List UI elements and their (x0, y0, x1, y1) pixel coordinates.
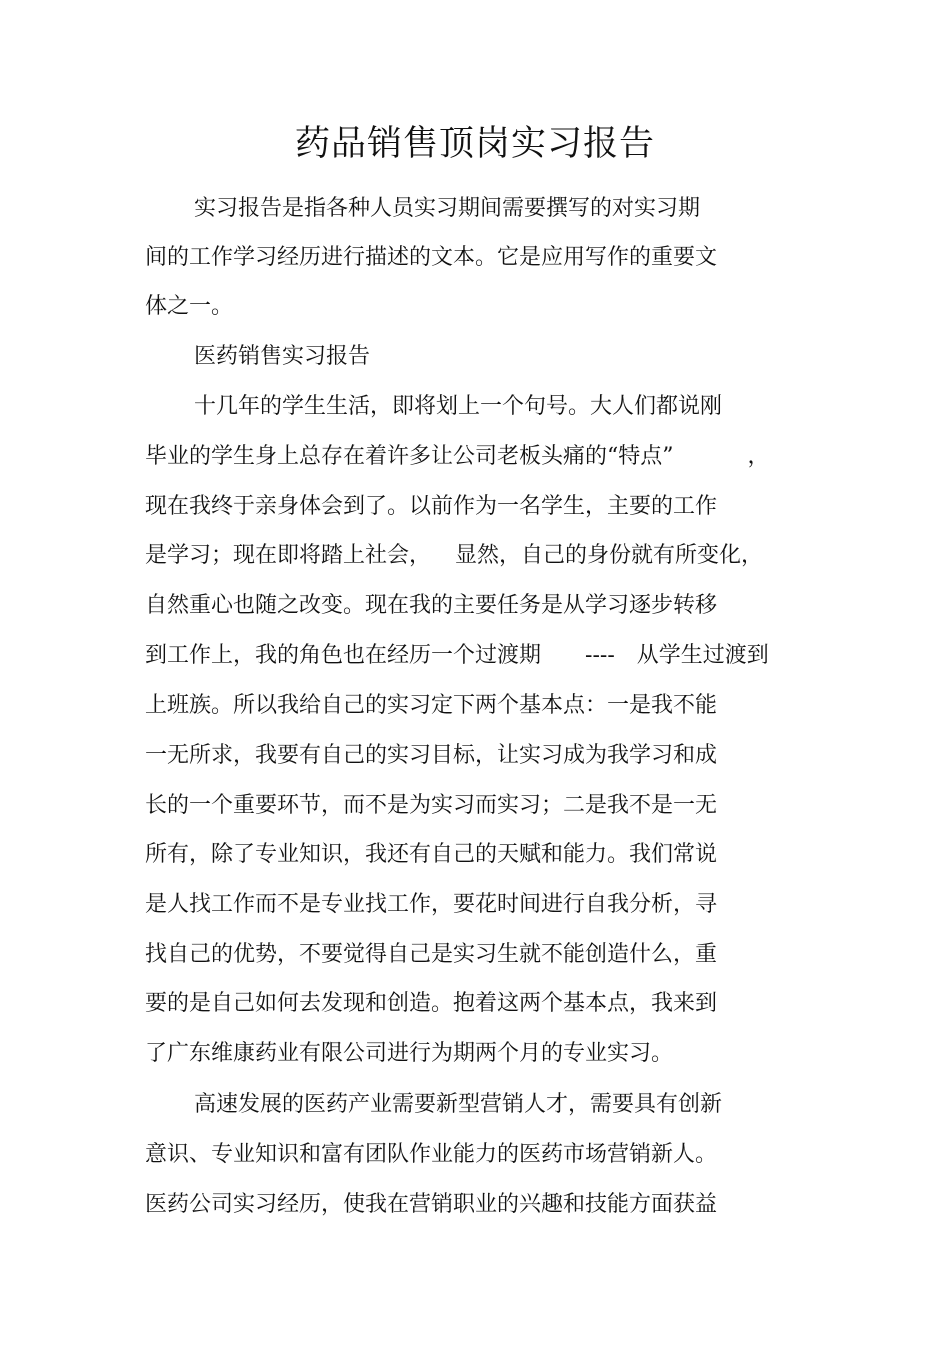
document-title: 药品销售顶岗实习报告 (294, 124, 655, 164)
line-punctuation: ， (747, 444, 770, 469)
paragraph-line: 所有，除了专业知识，我还有自己的天赋和能力。我们常说 (145, 842, 718, 867)
paragraph-line: 现在我终于亲身体会到了。以前作为一名学生，主要的工作 (145, 494, 718, 519)
line-text: 到工作上，我的角色也在经历一个过渡期 (145, 643, 542, 668)
paragraph-line: 了广东维康药业有限公司进行为期两个月的专业实习。 (145, 1041, 674, 1066)
line-text: 是学习；现在即将踏上社会， (145, 543, 432, 568)
paragraph-line: 意识、专业知识和富有团队作业能力的医药市场营销新人。 (145, 1142, 718, 1167)
line-text: 从学生过渡到 (636, 643, 769, 668)
paragraph-line: 要的是自己如何去发现和创造。抱着这两个基本点，我来到 (145, 991, 718, 1016)
paragraph-line (145, 540, 763, 572)
line-text: 毕业的学生身上总存在着许多让公司老板头痛的“特点” (145, 444, 674, 469)
line-dash: ---- (585, 643, 615, 668)
paragraph-line: 体之一。 (145, 294, 234, 319)
paragraph-line: 上班族。所以我给自己的实习定下两个基本点：一是我不能 (145, 693, 718, 718)
paragraph-line: 长的一个重要环节，而不是为实习而实习；二是我不是一无 (145, 793, 718, 818)
paragraph-line: 一无所求，我要有自己的实习目标，让实习成为我学习和成 (145, 743, 718, 768)
paragraph-line: 医药公司实习经历，使我在营销职业的兴趣和技能方面获益 (145, 1192, 718, 1217)
paragraph-line (145, 441, 770, 473)
line-text: 显然，自己的身份就有所变化， (455, 543, 764, 568)
paragraph-line: 实习报告是指各种人员实习期间需要撰写的对实习期 (194, 196, 701, 221)
paragraph-line: 找自己的优势，不要觉得自己是实习生就不能创造什么，重 (145, 942, 718, 967)
paragraph-line: 自然重心也随之改变。现在我的主要任务是从学习逐步转移 (145, 593, 718, 618)
paragraph-line: 高速发展的医药产业需要新型营销人才，需要具有创新 (194, 1092, 723, 1117)
paragraph-line: 十几年的学生生活，即将划上一个句号。大人们都说刚 (194, 394, 723, 419)
paragraph-line: 是人找工作而不是专业找工作，要花时间进行自我分析，寻 (145, 892, 718, 917)
paragraph-line (145, 640, 769, 672)
paragraph-line: 间的工作学习经历进行描述的文本。它是应用写作的重要文 (145, 245, 718, 270)
section-heading: 医药销售实习报告 (194, 344, 371, 369)
